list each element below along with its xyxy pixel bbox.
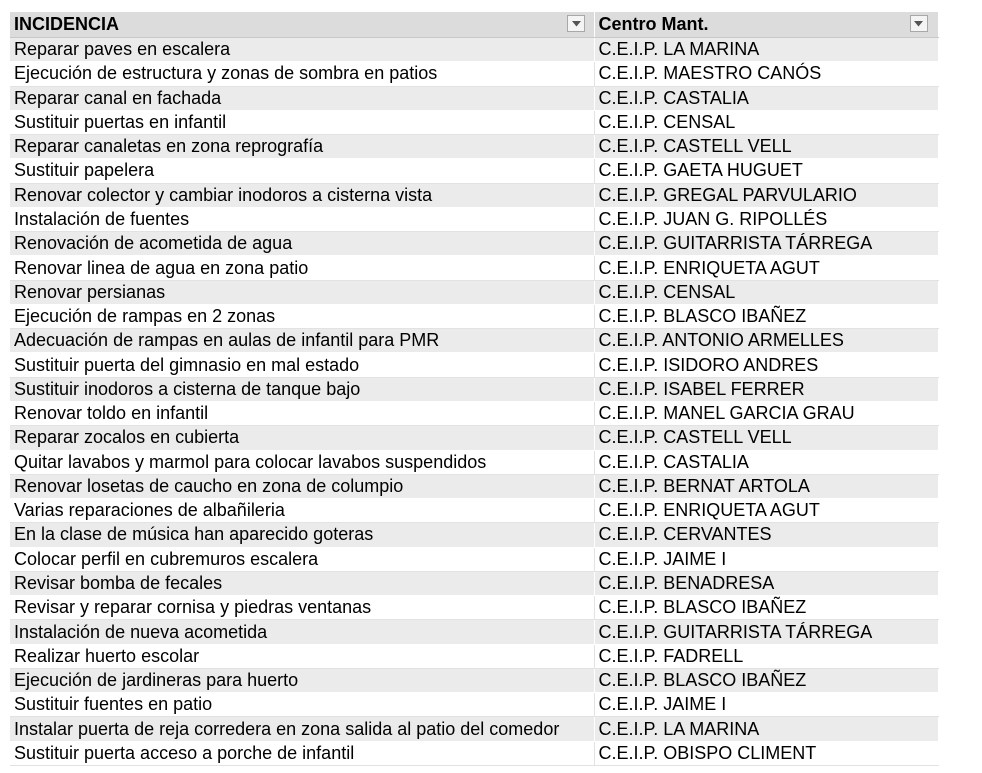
table-row — [10, 329, 938, 353]
table-row — [10, 668, 938, 692]
table-row — [10, 38, 938, 62]
cell-incidencia[interactable]: Revisar y reparar cornisa y piedras ventanas — [10, 596, 594, 620]
cell-centro-mant[interactable]: C.E.I.P. CENSAL — [594, 110, 938, 134]
cell-centro-mant[interactable]: C.E.I.P. LA MARINA — [594, 717, 938, 741]
table-row — [10, 620, 938, 644]
table-row — [10, 523, 938, 547]
table-row — [10, 62, 938, 86]
cell-incidencia[interactable]: Ejecución de estructura y zonas de sombra en patios — [10, 62, 594, 86]
table-row — [10, 547, 938, 571]
table-row — [10, 741, 938, 765]
cell-incidencia[interactable]: Reparar canal en fachada — [10, 86, 594, 110]
cell-centro-mant[interactable]: C.E.I.P. CASTALIA — [594, 450, 938, 474]
cell-centro-mant[interactable]: C.E.I.P. CERVANTES — [594, 523, 938, 547]
table-row — [10, 377, 938, 401]
cell-incidencia[interactable]: Sustituir puerta acceso a porche de infantil — [10, 741, 594, 765]
header-row — [10, 12, 938, 38]
cell-incidencia[interactable]: Renovar toldo en infantil — [10, 401, 594, 425]
cell-centro-mant[interactable]: C.E.I.P. CASTALIA — [594, 86, 938, 110]
cell-incidencia[interactable]: Realizar huerto escolar — [10, 644, 594, 668]
cell-incidencia[interactable]: Sustituir puerta del gimnasio en mal estado — [10, 353, 594, 377]
cell-incidencia[interactable]: Sustituir inodoros a cisterna de tanque bajo — [10, 377, 594, 401]
cell-centro-mant[interactable]: C.E.I.P. BERNAT ARTOLA — [594, 474, 938, 498]
cell-incidencia[interactable]: Sustituir papelera — [10, 159, 594, 183]
table-row — [10, 304, 938, 328]
table-row — [10, 693, 938, 717]
table-row — [10, 571, 938, 595]
cell-incidencia[interactable]: Instalación de nueva acometida — [10, 620, 594, 644]
cell-centro-mant[interactable]: C.E.I.P. BLASCO IBAÑEZ — [594, 668, 938, 692]
table-row — [10, 110, 938, 134]
table-row — [10, 232, 938, 256]
column-header-centro-mant[interactable] — [594, 12, 938, 38]
table-row — [10, 135, 938, 159]
table-row — [10, 499, 938, 523]
table-row — [10, 159, 938, 183]
cell-incidencia[interactable]: Ejecución de rampas en 2 zonas — [10, 304, 594, 328]
spreadsheet-table-container — [10, 12, 938, 766]
cell-centro-mant[interactable]: C.E.I.P. GREGAL PARVULARIO — [594, 183, 938, 207]
cell-incidencia[interactable]: Reparar canaletas en zona reprografía — [10, 135, 594, 159]
table-row — [10, 280, 938, 304]
table-row — [10, 401, 938, 425]
table-row — [10, 717, 938, 741]
filter-dropdown-icon[interactable] — [910, 15, 928, 32]
cell-centro-mant[interactable]: C.E.I.P. CENSAL — [594, 280, 938, 304]
table-row — [10, 207, 938, 231]
cell-incidencia[interactable]: Colocar perfil en cubremuros escalera — [10, 547, 594, 571]
cell-incidencia[interactable]: Quitar lavabos y marmol para colocar lavabos suspendidos — [10, 450, 594, 474]
cell-incidencia[interactable]: Sustituir fuentes en patio — [10, 693, 594, 717]
cell-incidencia[interactable]: Ejecución de jardineras para huerto — [10, 668, 594, 692]
cell-incidencia[interactable]: Varias reparaciones de albañileria — [10, 499, 594, 523]
cell-incidencia[interactable]: Reparar paves en escalera — [10, 38, 594, 62]
table-row — [10, 450, 938, 474]
cell-incidencia[interactable]: En la clase de música han aparecido goteras — [10, 523, 594, 547]
cell-centro-mant[interactable]: C.E.I.P. JAIME I — [594, 547, 938, 571]
cell-centro-mant[interactable]: C.E.I.P. LA MARINA — [594, 38, 938, 62]
incidencias-table — [10, 12, 939, 766]
cell-centro-mant[interactable]: C.E.I.P. GUITARRISTA TÁRREGA — [594, 620, 938, 644]
cell-centro-mant[interactable]: C.E.I.P. JUAN G. RIPOLLÉS — [594, 207, 938, 231]
cell-centro-mant[interactable]: C.E.I.P. ISABEL FERRER — [594, 377, 938, 401]
cell-incidencia[interactable]: Renovar persianas — [10, 280, 594, 304]
cell-centro-mant[interactable]: C.E.I.P. FADRELL — [594, 644, 938, 668]
column-header-label: Centro Mant. — [598, 14, 709, 34]
cell-centro-mant[interactable]: C.E.I.P. JAIME I — [594, 693, 938, 717]
filter-dropdown-icon[interactable] — [567, 15, 585, 32]
cell-incidencia[interactable]: Adecuación de rampas en aulas de infantil para PMR — [10, 329, 594, 353]
cell-centro-mant[interactable]: C.E.I.P. ANTONIO ARMELLES — [594, 329, 938, 353]
cell-centro-mant[interactable]: C.E.I.P. BENADRESA — [594, 571, 938, 595]
table-row — [10, 596, 938, 620]
cell-incidencia[interactable]: Renovar linea de agua en zona patio — [10, 256, 594, 280]
cell-centro-mant[interactable]: C.E.I.P. ENRIQUETA AGUT — [594, 256, 938, 280]
cell-incidencia[interactable]: Renovación de acometida de agua — [10, 232, 594, 256]
cell-centro-mant[interactable]: C.E.I.P. CASTELL VELL — [594, 426, 938, 450]
cell-incidencia[interactable]: Revisar bomba de fecales — [10, 571, 594, 595]
cell-centro-mant[interactable]: C.E.I.P. ISIDORO ANDRES — [594, 353, 938, 377]
table-row — [10, 426, 938, 450]
cell-incidencia[interactable]: Reparar zocalos en cubierta — [10, 426, 594, 450]
table-row — [10, 183, 938, 207]
cell-centro-mant[interactable]: C.E.I.P. BLASCO IBAÑEZ — [594, 304, 938, 328]
cell-incidencia[interactable]: Renovar losetas de caucho en zona de columpio — [10, 474, 594, 498]
cell-incidencia[interactable]: Sustituir puertas en infantil — [10, 110, 594, 134]
column-header-incidencia[interactable] — [10, 12, 594, 38]
column-header-label: INCIDENCIA — [14, 14, 120, 34]
table-row — [10, 474, 938, 498]
cell-centro-mant[interactable]: C.E.I.P. OBISPO CLIMENT — [594, 741, 938, 765]
cell-centro-mant[interactable]: C.E.I.P. MAESTRO CANÓS — [594, 62, 938, 86]
cell-incidencia[interactable]: Instalar puerta de reja corredera en zona salida al patio del comedor — [10, 717, 594, 741]
table-row — [10, 644, 938, 668]
cell-centro-mant[interactable]: C.E.I.P. MANEL GARCIA GRAU — [594, 401, 938, 425]
table-row — [10, 86, 938, 110]
cell-centro-mant[interactable]: C.E.I.P. GUITARRISTA TÁRREGA — [594, 232, 938, 256]
table-row — [10, 256, 938, 280]
cell-centro-mant[interactable]: C.E.I.P. GAETA HUGUET — [594, 159, 938, 183]
cell-incidencia[interactable]: Renovar colector y cambiar inodoros a cisterna vista — [10, 183, 594, 207]
table-row — [10, 353, 938, 377]
cell-centro-mant[interactable]: C.E.I.P. BLASCO IBAÑEZ — [594, 596, 938, 620]
cell-centro-mant[interactable]: C.E.I.P. ENRIQUETA AGUT — [594, 499, 938, 523]
cell-centro-mant[interactable]: C.E.I.P. CASTELL VELL — [594, 135, 938, 159]
cell-incidencia[interactable]: Instalación de fuentes — [10, 207, 594, 231]
